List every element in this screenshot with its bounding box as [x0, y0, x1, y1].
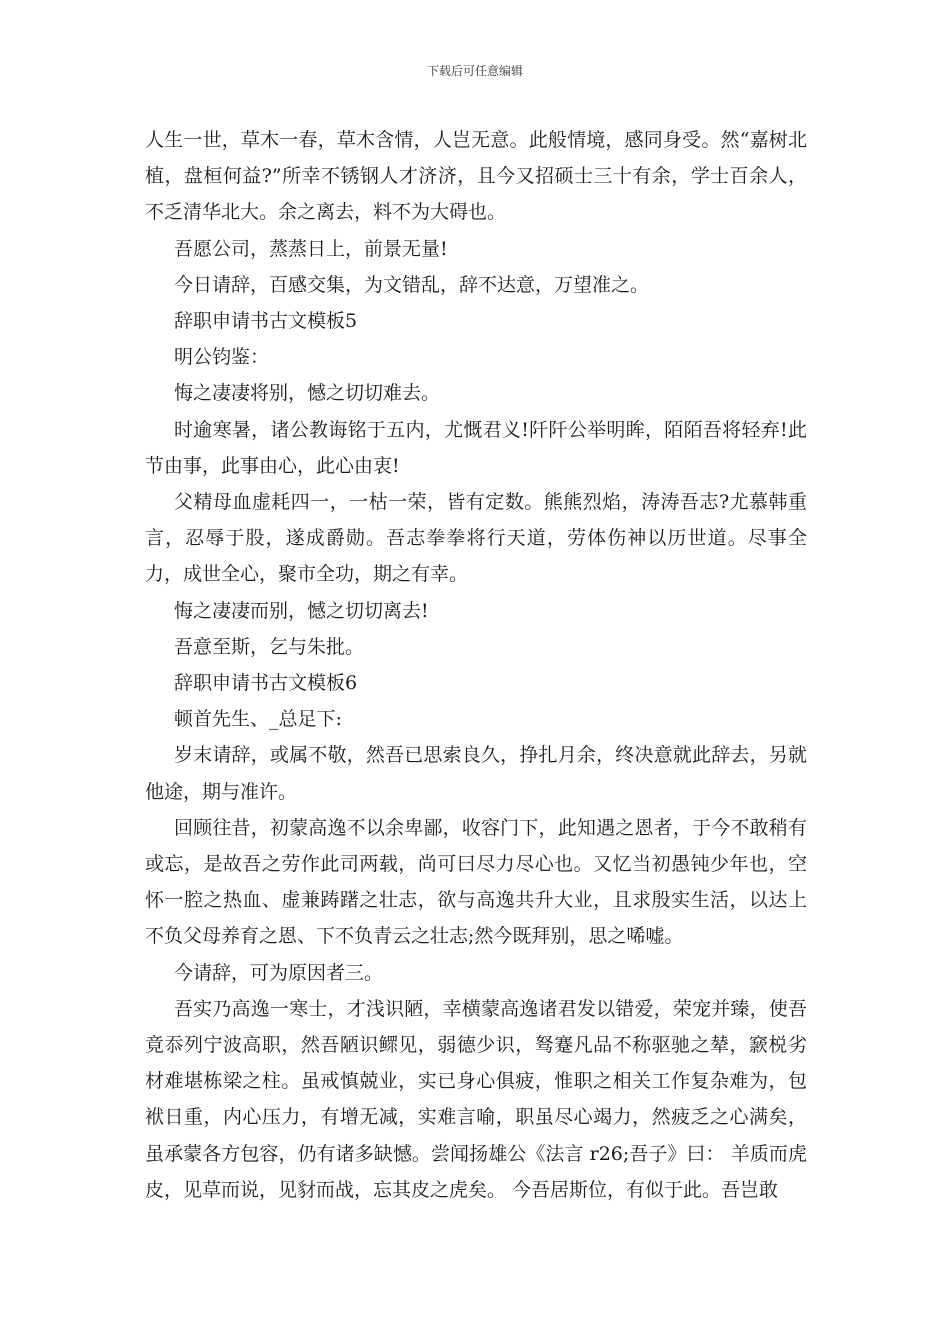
paragraph: 岁末请辞，或属不敬，然吾已思索良久，挣扎月余，终决意就此辞去，另就他途，期与准许。	[145, 744, 807, 803]
paragraph: 吾愿公司，蒸蒸日上，前景无量!	[174, 237, 448, 260]
document-body	[145, 122, 807, 1208]
section-heading: 辞职申请书古文模板6	[174, 672, 358, 695]
paragraph: 人生一世，草木一春，草木含情，人岂无意。此般情境，感同身受。然“嘉树北植，盘桓何益?”所幸不锈钢人才济济，且今又招硕士三十有余，学士百余人，不乏清华北大。余之离去，料不为大碍也。	[145, 129, 807, 224]
paragraph: 今请辞，可为原因者三。	[174, 961, 384, 984]
salutation: 顿首先生、_总足下:	[174, 708, 342, 731]
paragraph: 悔之凄凄将别，憾之切切难去。	[174, 382, 441, 405]
paragraph: 吾意至斯，乞与朱批。	[174, 635, 365, 658]
paragraph: 父精母血虚耗四一，一枯一荣，皆有定数。熊熊烈焰，涛涛吾志?尤慕韩重言，忍辱于股，遂成爵勋。吾志拳拳将行天道，劳体伤神以历世道。尽事全力，成世全心，聚市全功，期之有幸。	[145, 491, 807, 586]
salutation: 明公钧鉴：	[174, 346, 270, 369]
paragraph: 吾实乃高逸一寒士，才浅识陋，幸横蒙高逸诸君发以错爱，荣宠并臻，使吾竟忝列宁波高职，然吾陋识鳏见，弱德少识，驽蹇凡品不称驱驰之辇，窾棁劣材难堪栋梁之柱。虽戒慎兢业，实已身心俱疲，惟职之相关工作复杂难为，包袱日重，内心压力，有增无减，实难言喻，职虽尽心竭力，然疲乏之心满矣，虽承蒙各方包容，仍有诸多缺憾。尝闻扬雄公《法言 r26;吾子》曰： 羊质而虎皮，见草而说，见豺而战，忘其皮之虎矣。 今吾居斯位，有似于此。吾岂敢	[145, 997, 807, 1201]
paragraph: 悔之凄凄而别，憾之切切离去!	[174, 599, 429, 622]
paragraph: 今日请辞，百感交集，为文错乱，辞不达意，万望准之。	[174, 273, 650, 296]
paragraph: 时逾寒暑，诸公教诲铭于五内，尤慨君义!阡阡公举明眸，陌陌吾将轻弃!此节由事，此事由心，此心由衷!	[145, 418, 807, 477]
page-header: 下载后可任意编辑	[426, 64, 523, 78]
section-heading: 辞职申请书古文模板5	[174, 310, 358, 333]
paragraph: 回顾往昔，初蒙高逸不以余卑鄙，收容门下，此知遇之恩者，于今不敢稍有或忘，是故吾之劳作此司两载，尚可曰尽力尽心也。又忆当初愚钝少年也，空怀一腔之热血、虚兼踌躇之壮志，欲与高逸共升大业，且求殷实生活，以达上不负父母养育之恩、下不负青云之壮志;然今既拜别，思之唏嘘。	[145, 816, 807, 948]
